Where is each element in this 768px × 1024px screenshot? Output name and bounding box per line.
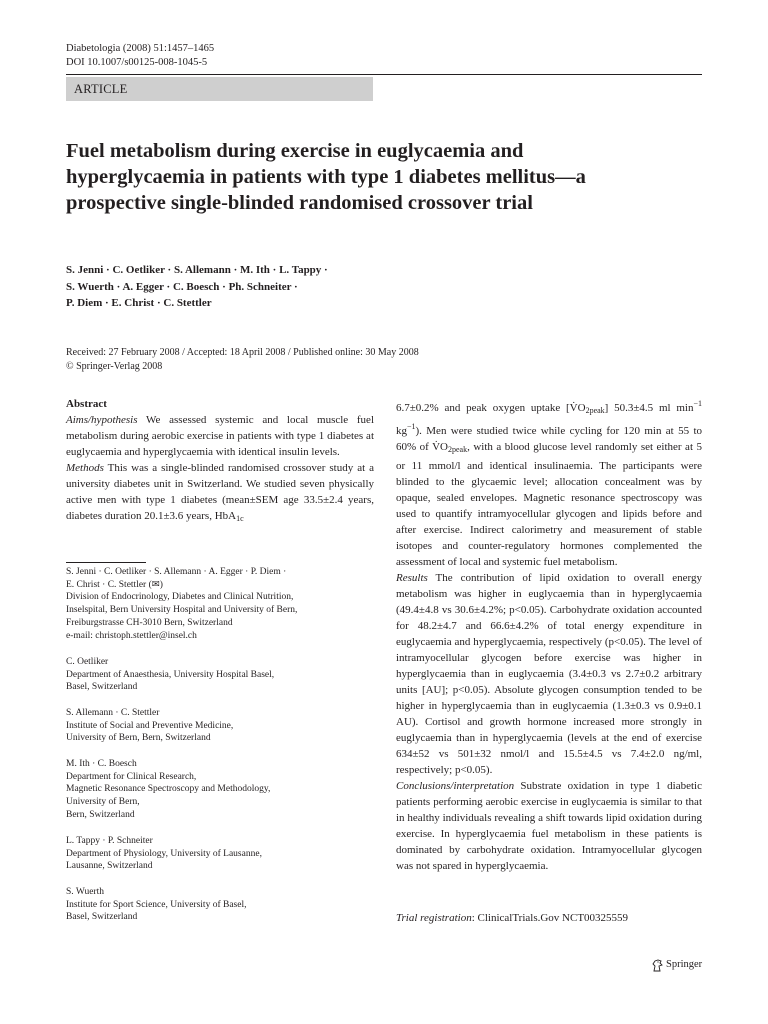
- publication-history: [66, 346, 666, 373]
- affiliation-line: Basel, Switzerland: [66, 682, 138, 693]
- methods-paragraph-start: [66, 460, 374, 527]
- affiliation-line: Bern, Switzerland: [66, 809, 135, 820]
- affiliation-block: [66, 758, 366, 822]
- methods-text: ). Men were studied twice while cycling for 120 min at 55 to 60% of: [396, 425, 702, 453]
- results-text: The contribution of lipid oxidation to overall energy metabolism was higher in euglycaemia than in hyperglycaemia (49.4±4.8 vs 30.6±4.2%; p<0.05). Carbohydrate oxidation accounted for 48.2±4.7 and 66.6±4.2% of total energy expenditure in euglycaemia and hyperglycaemia, respectively (p<0.05). The level of intramyocellular glycogen before exercise was higher in hyperglycaemia than in euglycaemia (3.4±0.3 vs 2.7±0.2 arbitrary units [AU]; p<0.05). Absolute glycogen consumption tended to be higher in hyperglycaemia than in euglycaemia (1.3±0.3 vs 0.9±0.1 AU). Cortisol and growth hormone increased more strongly in euglycaemia than in hyperglycaemia (levels at the end of exercise 634±52 vs 501±32 nmol/l and 15.5±4.5 vs 7.4±2.0 ng/ml, respectively; p<0.05).: [396, 572, 702, 776]
- article-title: Fuel metabolism during exercise in euglycaemia and hyperglycaemia in patients with type 1 diabetes mellitus—a prospective single-blinded randomised crossover trial: [66, 140, 586, 214]
- affiliation-line: Freiburgstrasse CH-3010 Bern, Switzerland: [66, 617, 233, 628]
- trial-label: Trial registration: [396, 912, 472, 924]
- affiliation-block: [66, 835, 366, 873]
- affiliation-email[interactable]: e-mail: christoph.stettler@insel.ch: [66, 630, 197, 641]
- affiliation-line: S. Jenni · C. Oetliker · S. Allemann · A. Egger · P. Diem ·: [66, 567, 287, 577]
- vo2-subscript: 2peak: [585, 406, 605, 415]
- conclusions-label: Conclusions/interpretation: [396, 780, 515, 792]
- footnote-rule: [66, 562, 146, 563]
- methods-paragraph-cont: [396, 396, 702, 570]
- history-dates: Received: 27 February 2008 / Accepted: 18 April 2008 / Published online: 30 May 2008: [66, 347, 419, 358]
- author-line: S. Jenni · C. Oetliker · S. Allemann · M. Ith · L. Tappy ·: [66, 264, 328, 276]
- affiliation-line: Department of Physiology, University of Lausanne,: [66, 848, 262, 859]
- aims-text: We assessed systemic and local muscle fuel metabolism during aerobic exercise in patients with type 1 diabetes at euglycaemia and hyperglycaemia with identical insulin levels.: [66, 414, 374, 458]
- copyright-line: © Springer-Verlag 2008: [66, 360, 163, 372]
- journal-reference: Diabetologia (2008) 51:1457–1465: [66, 43, 215, 54]
- superscript: −1: [407, 422, 416, 431]
- affiliation-line: C. Oetliker: [66, 657, 109, 667]
- vo2-symbol: V̇O: [432, 441, 448, 453]
- affiliation-block: [66, 886, 366, 924]
- superscript: −1: [693, 399, 702, 408]
- methods-label: Methods: [66, 462, 104, 474]
- affiliation-line: Inselspital, Bern University Hospital and University of Bern,: [66, 605, 298, 616]
- abstract-heading: Abstract: [66, 398, 107, 410]
- affiliation-line: S. Allemann · C. Stettler: [66, 708, 160, 718]
- aims-label: Aims/hypothesis: [66, 414, 138, 426]
- abstract-right-column: [396, 396, 702, 874]
- affiliation-line: Lausanne, Switzerland: [66, 861, 153, 872]
- aims-paragraph: [66, 412, 374, 460]
- publisher-mark: [652, 958, 702, 972]
- affiliation-line: Magnetic Resonance Spectroscopy and Methodology,: [66, 784, 271, 795]
- affiliation-line: Division of Endocrinology, Diabetes and Clinical Nutrition,: [66, 592, 294, 603]
- affiliation-block: [66, 707, 366, 745]
- methods-text: This was a single-blinded randomised crossover study at a university diabetes unit in Switzerland. We studied seven physically active men with type 1 diabetes (mean±SEM age 33.5±2.4 years, diabetes duration 20.1±3.6 years, HbA: [66, 462, 374, 522]
- methods-text: kg: [396, 425, 407, 437]
- affiliation-line: University of Bern,: [66, 797, 140, 808]
- hba1c-subscript: 1c: [236, 514, 244, 523]
- affiliation-line: Department of Anaesthesia, University Hospital Basel,: [66, 669, 275, 680]
- author-line: P. Diem · E. Christ · C. Stettler: [66, 297, 212, 309]
- article-type-band: ARTICLE: [66, 77, 373, 101]
- affiliation-line: Institute of Social and Preventive Medicine,: [66, 720, 234, 731]
- affiliation-line: L. Tappy · P. Schneiter: [66, 836, 153, 846]
- results-label: Results: [396, 572, 428, 584]
- vo2-symbol: V̇O: [569, 402, 586, 414]
- affiliation-line: University of Bern, Bern, Switzerland: [66, 733, 211, 744]
- affiliation-block: [66, 656, 366, 694]
- affiliation-line: S. Wuerth: [66, 887, 104, 897]
- author-line: S. Wuerth · A. Egger · C. Boesch · Ph. Schneiter ·: [66, 280, 298, 293]
- conclusions-text: Substrate oxidation in type 1 diabetic patients performing aerobic exercise in euglycaemia is similar to that in healthy individuals revealing a shift towards lipid oxidation during exercise. In hyperglycaemia fuel metabolism in these patients is dominated by carbohydrate oxidation. Intramyocellular glycogen was not spared in hyperglycaemia.: [396, 780, 702, 872]
- conclusions-paragraph: [396, 778, 702, 874]
- methods-text: ] 50.3±4.5 ml min: [604, 402, 694, 414]
- springer-horse-icon: [652, 959, 663, 972]
- affiliation-block: [66, 566, 366, 642]
- affiliation-line: Institute for Sport Science, University of Basel,: [66, 899, 247, 910]
- affiliation-line: M. Ith · C. Boesch: [66, 759, 137, 769]
- affiliation-line: Department for Clinical Research,: [66, 771, 197, 782]
- affiliation-line: Basel, Switzerland: [66, 912, 138, 923]
- vo2-subscript: 2peak: [447, 445, 468, 454]
- affiliation-line: E. Christ · C. Stettler (✉): [66, 579, 163, 590]
- author-list: [66, 262, 626, 312]
- abstract-left-column: [66, 396, 374, 527]
- header-rule: [66, 74, 702, 75]
- methods-text: 6.7±0.2% and peak oxygen uptake [: [396, 402, 570, 414]
- trial-registration: [396, 910, 702, 926]
- doi-link[interactable]: DOI 10.1007/s00125-008-1045-5: [66, 57, 208, 68]
- trial-text[interactable]: : ClinicalTrials.Gov NCT00325559: [471, 912, 629, 924]
- results-paragraph: [396, 570, 702, 778]
- methods-text: , with a blood glucose level randomly set either at 5 or 11 mmol/l and identical insulinaemia. The participants were blinded to the glycaemic level; allocation concealment was by opaque, sealed envelopes. Magnetic resonance spectroscopy was used to quantify intramyocellular glycogen and lipids before and after exercise. Indirect calorimetry and measurement of stable isotopes and counter-regulatory hormones complemented the assessment of local and systemic fuel metabolism.: [396, 441, 702, 568]
- publisher-name: Springer: [666, 959, 703, 970]
